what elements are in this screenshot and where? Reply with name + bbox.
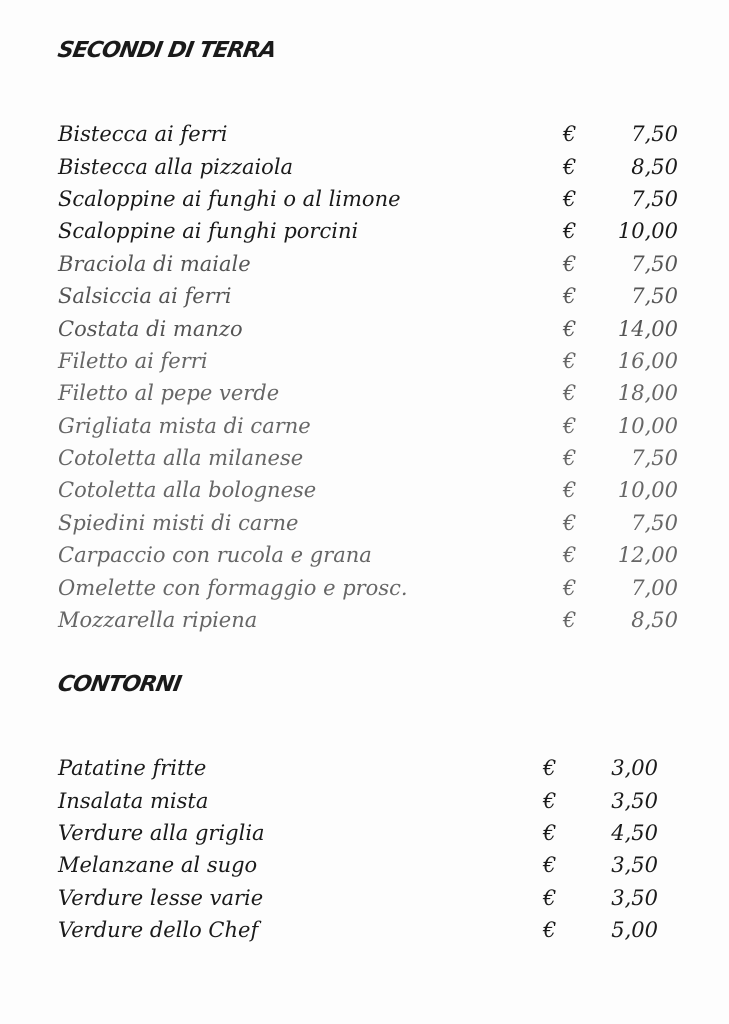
section-title-secondi: SECONDI DI TERRA <box>55 38 278 63</box>
price-value: 7,50 <box>631 251 678 276</box>
menu-item-price <box>563 252 678 276</box>
menu-item-price <box>563 511 678 535</box>
price-value: 7,50 <box>631 510 678 535</box>
menu-item <box>58 442 678 474</box>
menu-item <box>58 817 658 849</box>
menu-item-price <box>563 349 678 373</box>
menu-item-name: Salsiccia ai ferri <box>58 284 232 309</box>
menu-item-name: Scaloppine ai funghi o al limone <box>58 186 401 211</box>
currency-symbol: € <box>563 446 577 471</box>
menu-item <box>58 571 678 603</box>
menu-item <box>58 752 658 784</box>
menu-item-price <box>563 414 678 438</box>
currency-symbol: € <box>563 186 577 211</box>
price-value: 12,00 <box>617 543 678 568</box>
menu-item-name: Mozzarella ripiena <box>58 608 258 633</box>
menu-item-name: Spiedini misti di carne <box>58 510 299 535</box>
price-value: 8,50 <box>631 154 678 179</box>
menu-item-name: Omelette con formaggio e prosc. <box>58 575 408 600</box>
currency-symbol: € <box>543 788 557 813</box>
price-value: 3,50 <box>611 788 658 813</box>
price-value: 7,50 <box>631 446 678 471</box>
price-value: 14,00 <box>617 316 678 341</box>
price-value: 3,50 <box>611 853 658 878</box>
currency-symbol: € <box>563 154 577 179</box>
menu-item-name: Verdure alla griglia <box>58 820 265 845</box>
menu-item <box>58 183 678 215</box>
menu-item-name: Grigliata mista di carne <box>58 413 311 438</box>
price-value: 18,00 <box>617 381 678 406</box>
menu-item-name: Costata di manzo <box>58 316 243 341</box>
price-value: 3,50 <box>611 885 658 910</box>
menu-item-name: Filetto ai ferri <box>58 348 208 373</box>
currency-symbol: € <box>563 251 577 276</box>
price-value: 7,50 <box>631 186 678 211</box>
currency-symbol: € <box>563 284 577 309</box>
menu-item-price <box>543 918 658 942</box>
price-value: 16,00 <box>617 348 678 373</box>
menu-item-price <box>563 446 678 470</box>
menu-item-name: Filetto al pepe verde <box>58 381 280 406</box>
menu-item <box>58 474 678 506</box>
menu-item-price <box>563 543 678 567</box>
currency-symbol: € <box>543 918 557 943</box>
currency-symbol: € <box>563 381 577 406</box>
menu-item-price <box>563 187 678 211</box>
price-value: 7,50 <box>631 122 678 147</box>
currency-symbol: € <box>543 756 557 781</box>
menu-item <box>58 410 678 442</box>
menu-item-price <box>563 576 678 600</box>
price-value: 3,00 <box>611 756 658 781</box>
currency-symbol: € <box>563 413 577 438</box>
menu-item-name: Cotoletta alla milanese <box>58 446 304 471</box>
menu-item-name: Braciola di maiale <box>58 251 251 276</box>
price-value: 7,00 <box>631 575 678 600</box>
menu-item-price <box>563 122 678 146</box>
price-value: 7,50 <box>631 284 678 309</box>
menu-item <box>58 150 678 182</box>
menu-item <box>58 118 678 150</box>
menu-item-name: Cotoletta alla bolognese <box>58 478 317 503</box>
menu-item-price <box>543 789 658 813</box>
currency-symbol: € <box>563 575 577 600</box>
menu-item-price <box>563 608 678 632</box>
menu-item-name: Scaloppine ai funghi porcini <box>58 219 359 244</box>
menu-item-price <box>563 381 678 405</box>
menu-item-price <box>543 756 658 780</box>
currency-symbol: € <box>563 122 577 147</box>
price-value: 4,50 <box>611 820 658 845</box>
secondi-list <box>58 118 678 636</box>
menu-item-name: Bistecca alla pizzaiola <box>58 154 294 179</box>
menu-item <box>58 507 678 539</box>
contorni-list <box>58 752 658 946</box>
currency-symbol: € <box>563 543 577 568</box>
menu-item <box>58 604 678 636</box>
menu-item-price <box>563 284 678 308</box>
currency-symbol: € <box>563 510 577 535</box>
menu-item <box>58 377 678 409</box>
menu-item-price <box>543 853 658 877</box>
currency-symbol: € <box>543 885 557 910</box>
price-value: 5,00 <box>611 918 658 943</box>
menu-item-name: Carpaccio con rucola e grana <box>58 543 372 568</box>
price-value: 8,50 <box>631 608 678 633</box>
menu-item <box>58 914 658 946</box>
menu-item-name: Verdure dello Chef <box>58 918 259 943</box>
menu-item-name: Melanzane al sugo <box>58 853 258 878</box>
menu-item <box>58 345 678 377</box>
menu-item-name: Patatine fritte <box>58 756 207 781</box>
menu-item-price <box>563 155 678 179</box>
currency-symbol: € <box>563 608 577 633</box>
price-value: 10,00 <box>617 413 678 438</box>
currency-symbol: € <box>563 316 577 341</box>
currency-symbol: € <box>563 348 577 373</box>
currency-symbol: € <box>563 219 577 244</box>
menu-item <box>58 215 678 247</box>
currency-symbol: € <box>543 820 557 845</box>
price-value: 10,00 <box>617 219 678 244</box>
menu-item <box>58 882 658 914</box>
menu-item-price <box>543 821 658 845</box>
menu-item <box>58 784 658 816</box>
menu-item-name: Insalata mista <box>58 788 209 813</box>
menu-item <box>58 248 678 280</box>
currency-symbol: € <box>563 478 577 503</box>
menu-item-price <box>563 478 678 502</box>
currency-symbol: € <box>543 853 557 878</box>
menu-item <box>58 539 678 571</box>
menu-item-name: Verdure lesse varie <box>58 885 264 910</box>
section-title-contorni: CONTORNI <box>55 672 183 697</box>
menu-item <box>58 280 678 312</box>
menu-item <box>58 312 678 344</box>
menu-item-price <box>563 317 678 341</box>
menu-item <box>58 849 658 881</box>
menu-item-price <box>563 219 678 243</box>
price-value: 10,00 <box>617 478 678 503</box>
menu-item-price <box>543 886 658 910</box>
menu-item-name: Bistecca ai ferri <box>58 122 228 147</box>
